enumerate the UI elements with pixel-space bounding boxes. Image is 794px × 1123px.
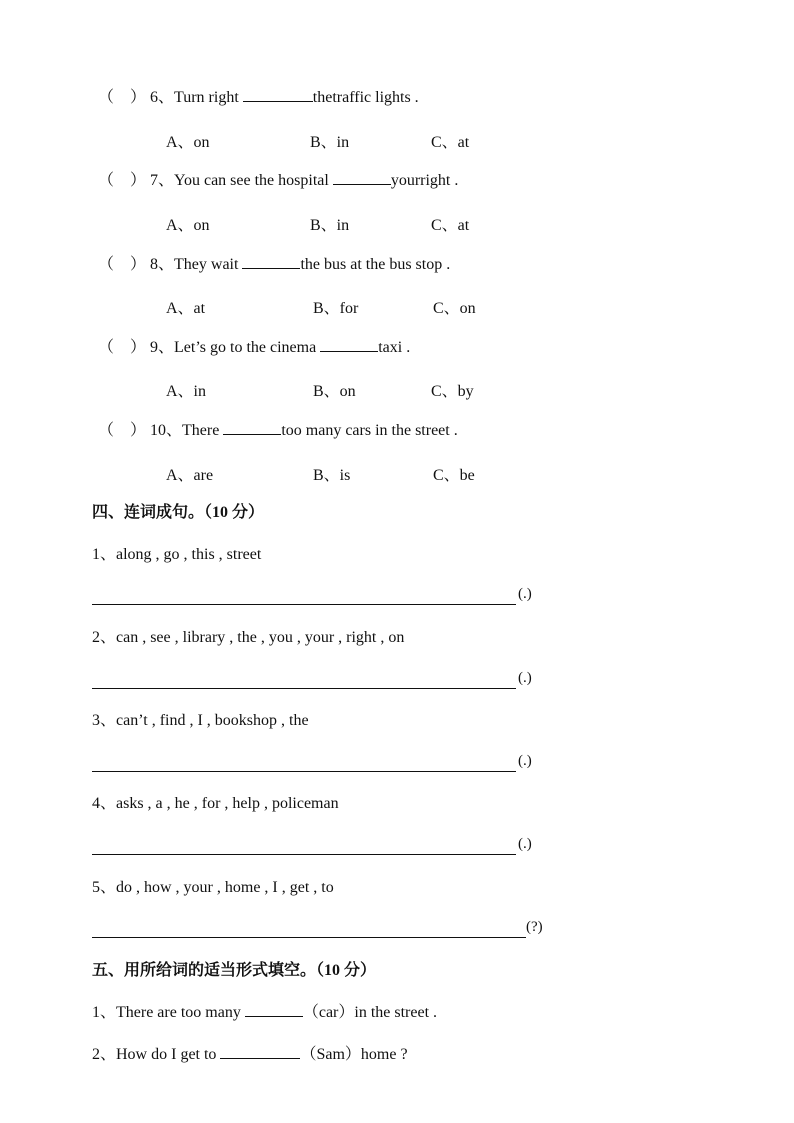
option-a: A、are: [166, 467, 214, 484]
option-c: C、be: [433, 467, 475, 484]
word-list: 5、do , how , your , home , I , get , to: [92, 879, 334, 896]
answer-paren[interactable]: （ ）: [98, 422, 147, 439]
option-b: B、in: [310, 134, 350, 151]
option-b: B、is: [313, 467, 351, 484]
question-stem: 7、You can see the hospital: [150, 172, 333, 189]
word-hint: （Sam）: [300, 1046, 361, 1063]
option-a: A、on: [166, 217, 210, 234]
word-hint: （car）: [302, 1004, 355, 1021]
word-list: 2、can , see , library , the , you , your , right , on: [92, 629, 405, 646]
item-stem: 2、How do I get to: [92, 1046, 221, 1063]
question-stem: 10、There: [150, 422, 224, 439]
fill-blank[interactable]: [320, 337, 378, 352]
fill-blank[interactable]: [333, 170, 391, 185]
fill-item-1: [92, 1002, 437, 1023]
answer-paren[interactable]: （ ）: [98, 256, 147, 273]
option-c: C、at: [431, 134, 470, 151]
option-b: B、for: [313, 300, 359, 317]
question-stem-end: yourright .: [390, 172, 459, 189]
question-stem-end: taxi .: [378, 339, 411, 356]
fill-item-2: [92, 1044, 408, 1065]
answer-paren[interactable]: （ ）: [98, 339, 147, 356]
question-stem: 9、Let’s go to the cinema: [150, 339, 321, 356]
word-list: 3、can’t , find , I , bookshop , the: [92, 712, 309, 729]
option-a: A、in: [166, 383, 207, 400]
option-a: A、at: [166, 300, 206, 317]
option-c: C、at: [431, 217, 470, 234]
option-c: C、on: [433, 300, 476, 317]
fill-blank[interactable]: [245, 1002, 303, 1017]
question-stem: 8、They wait: [150, 256, 243, 273]
answer-punctuation: (?): [526, 919, 543, 935]
option-b: B、in: [310, 217, 350, 234]
answer-line[interactable]: [92, 937, 526, 938]
question-stem-end: thetraffic lights .: [312, 89, 419, 106]
answer-paren[interactable]: （ ）: [98, 172, 147, 189]
item-stem-end: home ?: [360, 1046, 408, 1063]
answer-paren[interactable]: （ ）: [98, 89, 147, 106]
answer-punctuation: (.): [518, 670, 532, 686]
option-b: B、on: [313, 383, 356, 400]
item-stem: 1、There are too many: [92, 1004, 245, 1021]
question-stem-end: too many cars in the street .: [281, 422, 458, 439]
answer-line[interactable]: [92, 604, 516, 605]
question-stem: 6、Turn right: [150, 89, 243, 106]
question-stem-end: the bus at the bus stop .: [300, 256, 451, 273]
item-stem-end: in the street .: [354, 1004, 438, 1021]
answer-punctuation: (.): [518, 753, 532, 769]
fill-blank[interactable]: [242, 254, 300, 269]
fill-blank[interactable]: [223, 420, 281, 435]
word-list: 4、asks , a , he , for , help , policeman: [92, 795, 339, 812]
answer-punctuation: (.): [518, 586, 532, 602]
fill-blank[interactable]: [243, 87, 313, 102]
section-heading-4: 四、连词成句。（10 分）: [92, 504, 265, 521]
option-a: A、on: [166, 134, 210, 151]
word-list: 1、along , go , this , street: [92, 546, 262, 563]
answer-line[interactable]: [92, 771, 516, 772]
section-heading-5: 五、用所给词的适当形式填空。（10 分）: [92, 962, 377, 979]
answer-punctuation: (.): [518, 836, 532, 852]
fill-blank[interactable]: [220, 1044, 300, 1059]
option-c: C、by: [431, 383, 474, 400]
answer-line[interactable]: [92, 854, 516, 855]
answer-line[interactable]: [92, 688, 516, 689]
